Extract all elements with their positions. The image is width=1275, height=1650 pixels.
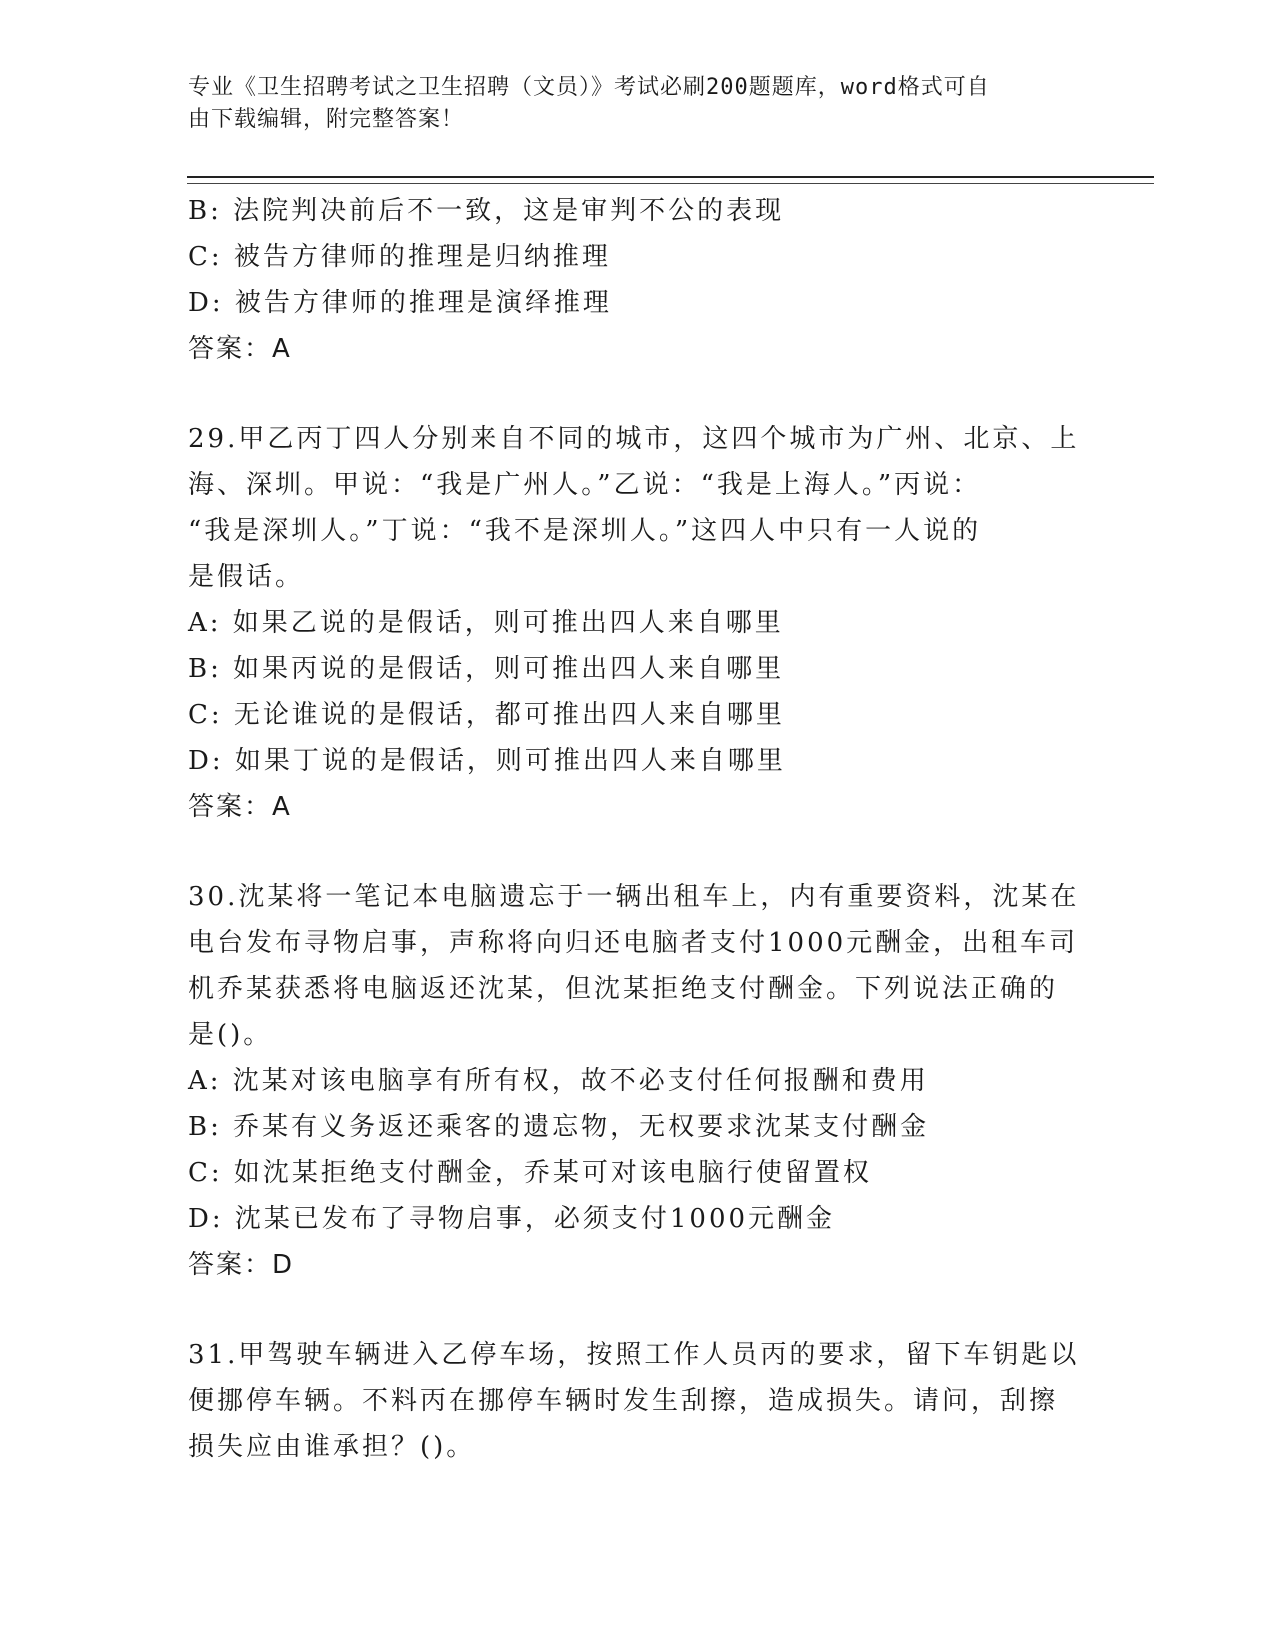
question-stem-line: 便挪停车辆。不料丙在挪停车辆时发生刮擦，造成损失。请问，刮擦 — [188, 1386, 1059, 1416]
option-line: C: 无论谁说的是假话，都可推出四人来自哪里 — [188, 700, 785, 730]
option-line: A: 如果乙说的是假话，则可推出四人来自哪里 — [188, 608, 784, 638]
question-stem-line: 海、深圳。甲说：“我是广州人。”乙说：“我是上海人。”丙说： — [188, 470, 982, 500]
option-line: D: 被告方律师的推理是演绎推理 — [188, 288, 612, 318]
answer-line: 答案：A — [188, 792, 292, 822]
header-line-1: 专业《卫生招聘考试之卫生招聘（文员）》考试必刷200题题库，word格式可自 — [188, 75, 990, 100]
question-stem-line: 29.甲乙丙丁四人分别来自不同的城市，这四个城市为广州、北京、上 — [188, 424, 1080, 454]
question-stem-line: 是()。 — [188, 1020, 273, 1050]
spacer — [188, 830, 1088, 874]
header-divider-thin — [187, 183, 1154, 184]
answer-line: 答案：D — [188, 1250, 295, 1280]
document-header — [188, 72, 1068, 136]
spacer — [188, 372, 1088, 416]
option-line: B: 如果丙说的是假话，则可推出四人来自哪里 — [188, 654, 785, 684]
question-stem-line: 31.甲驾驶车辆进入乙停车场，按照工作人员丙的要求，留下车钥匙以 — [188, 1340, 1080, 1370]
header-line-2: 由下载编辑，附完整答案！ — [188, 107, 465, 132]
answer-line: 答案：A — [188, 334, 292, 364]
question-stem-line: 机乔某获悉将电脑返还沈某，但沈某拒绝支付酬金。下列说法正确的 — [188, 974, 1059, 1004]
question-31 — [188, 1332, 1088, 1470]
question-stem-line: 30.沈某将一笔记本电脑遗忘于一辆出租车上，内有重要资料，沈某在 — [188, 882, 1080, 912]
question-stem-line: 损失应由谁承担？()。 — [188, 1432, 476, 1462]
question-stem-line: 电台发布寻物启事，声称将向归还电脑者支付1000元酬金，出租车司 — [188, 928, 1079, 958]
option-line: D: 沈某已发布了寻物启事，必须支付1000元酬金 — [188, 1204, 836, 1234]
option-line: C: 如沈某拒绝支付酬金，乔某可对该电脑行使留置权 — [188, 1158, 872, 1188]
spacer — [188, 1288, 1088, 1332]
option-line: C: 被告方律师的推理是归纳推理 — [188, 242, 611, 272]
option-line: B: 法院判决前后不一致，这是审判不公的表现 — [188, 196, 785, 226]
document-body — [188, 188, 1088, 1470]
option-line: A: 沈某对该电脑享有所有权，故不必支付任何报酬和费用 — [188, 1066, 929, 1096]
option-line: B: 乔某有义务返还乘客的遗忘物，无权要求沈某支付酬金 — [188, 1112, 930, 1142]
question-28-continued — [188, 188, 1088, 372]
question-30 — [188, 874, 1088, 1288]
question-stem-line: “我是深圳人。”丁说：“我不是深圳人。”这四人中只有一人说的 — [188, 516, 982, 546]
option-line: D: 如果丁说的是假话，则可推出四人来自哪里 — [188, 746, 786, 776]
header-divider-thick — [187, 176, 1154, 178]
question-29 — [188, 416, 1088, 830]
question-stem-line: 是假话。 — [188, 562, 305, 592]
